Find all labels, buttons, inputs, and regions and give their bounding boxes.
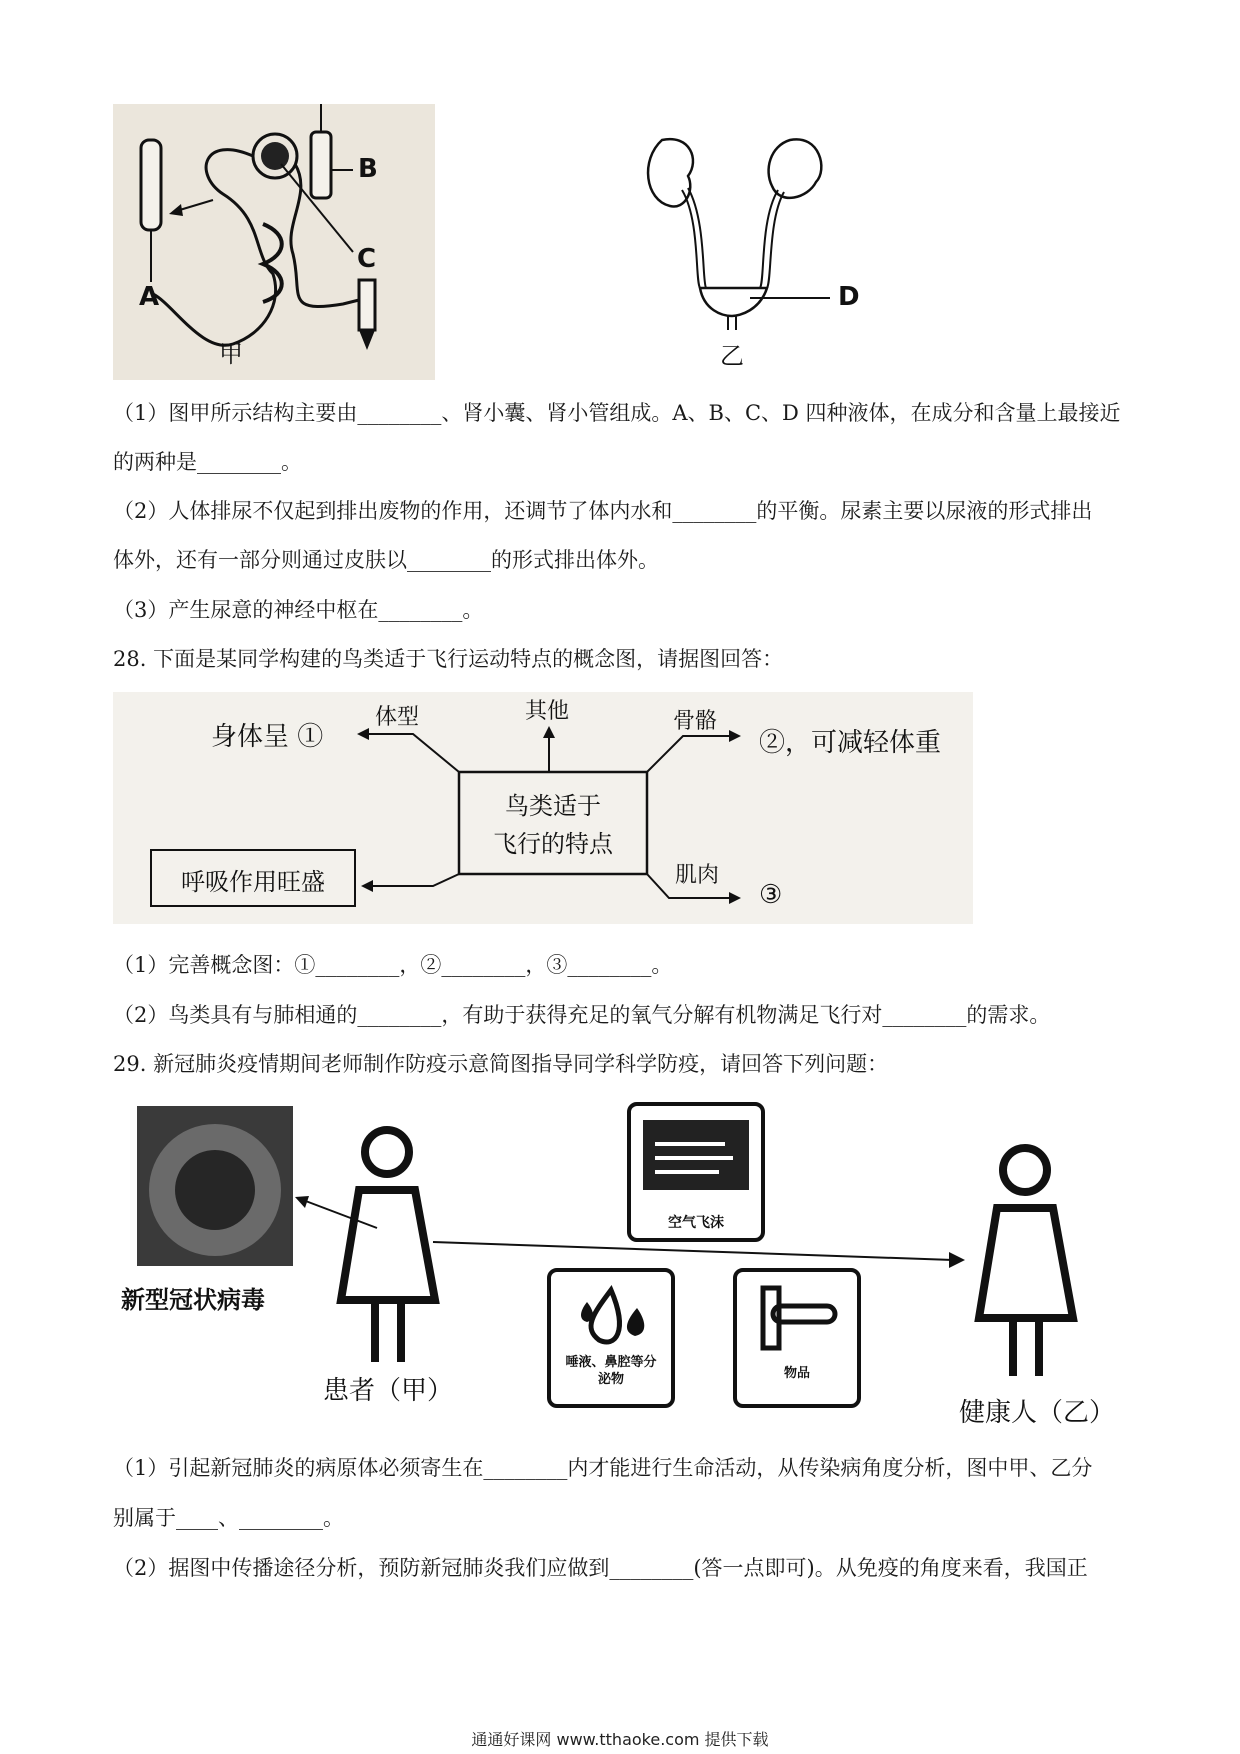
nephron-diagram: [113, 104, 435, 380]
label-b: B: [358, 154, 378, 184]
page-footer: 通通好课网 www.tthaoke.com 提供下载: [471, 1730, 769, 1749]
concept-center-line1: 鸟类适于: [505, 792, 601, 820]
epidemic-lines: [113, 1100, 1130, 1440]
label-a: A: [139, 282, 160, 312]
q27-part3: （3）产生尿意的神经中枢在________。: [113, 598, 484, 622]
air-icon-label: 空气飞沫: [668, 1215, 724, 1231]
q29-part1-line2: 别属于____、________。: [113, 1506, 344, 1530]
q29-part2-line1: （2）据图中传播途径分析，预防新冠肺炎我们应做到________(答一点即可)。从免疫的角度来看，我国正: [113, 1556, 1088, 1580]
q27-part1-line2: 的两种是________。: [113, 450, 302, 474]
body-shape-text: 身体呈 ①: [211, 722, 324, 752]
q28-part1: （1）完善概念图：①________，②________，③________。: [113, 953, 673, 977]
urinary-diagram: [640, 120, 900, 370]
q27-part2-line1: （2）人体排尿不仅起到排出废物的作用，还调节了体内水和________的平衡。尿素主要以尿液的形式排出: [113, 499, 1093, 523]
caption-yi: 乙: [720, 342, 744, 370]
urinary-figure: [640, 120, 900, 370]
virus-caption: 新型冠状病毒: [121, 1285, 265, 1314]
bird-concept-map: [113, 692, 973, 924]
q29-part1-line1: （1）引起新冠肺炎的病原体必须寄生在________内才能进行生命活动，从传染病角度分析，图中甲、乙分: [113, 1456, 1093, 1480]
label-body-type: 体型: [375, 705, 420, 730]
q27-part2-line2: 体外，还有一部分则通过皮肤以________的形式排出体外。: [113, 548, 659, 572]
label-other: 其他: [525, 699, 570, 724]
concept-center-line2: 飞行的特点: [493, 830, 613, 858]
label-c: C: [357, 244, 377, 274]
caption-jia: 甲: [219, 340, 243, 368]
label-muscle: 肌肉: [675, 863, 720, 888]
nephron-figure: [113, 104, 435, 380]
patient-caption: 患者（甲）: [323, 1376, 454, 1406]
q28-part2: （2）鸟类具有与肺相通的________，有助于获得充足的氧气分解有机物满足飞行对________的需求。: [113, 1003, 1051, 1027]
breath-box-text: 呼吸作用旺盛: [181, 868, 325, 896]
items-icon-label: 物品: [783, 1366, 810, 1381]
muscle-feature-text: ③: [759, 880, 783, 910]
saliva-icon-label: 唾液、鼻腔等分泌物: [565, 1355, 657, 1387]
q27-part1-line1: （1）图甲所示结构主要由________、肾小囊、肾小管组成。A、B、C、D 四种液体，在成分和含量上最接近: [113, 401, 1121, 425]
q28-stem: 28. 下面是某同学构建的鸟类适于飞行运动特点的概念图，请据图回答：: [113, 647, 784, 671]
label-bone: 骨骼: [673, 709, 718, 734]
label-d: D: [838, 282, 860, 312]
bone-feature-text: ②，可减轻体重: [759, 728, 942, 758]
epidemic-diagram: [113, 1100, 1130, 1440]
healthy-caption: 健康人（乙）: [959, 1398, 1116, 1428]
q29-stem: 29. 新冠肺炎疫情期间老师制作防疫示意简图指导同学科学防疫，请回答下列问题：: [113, 1052, 889, 1076]
